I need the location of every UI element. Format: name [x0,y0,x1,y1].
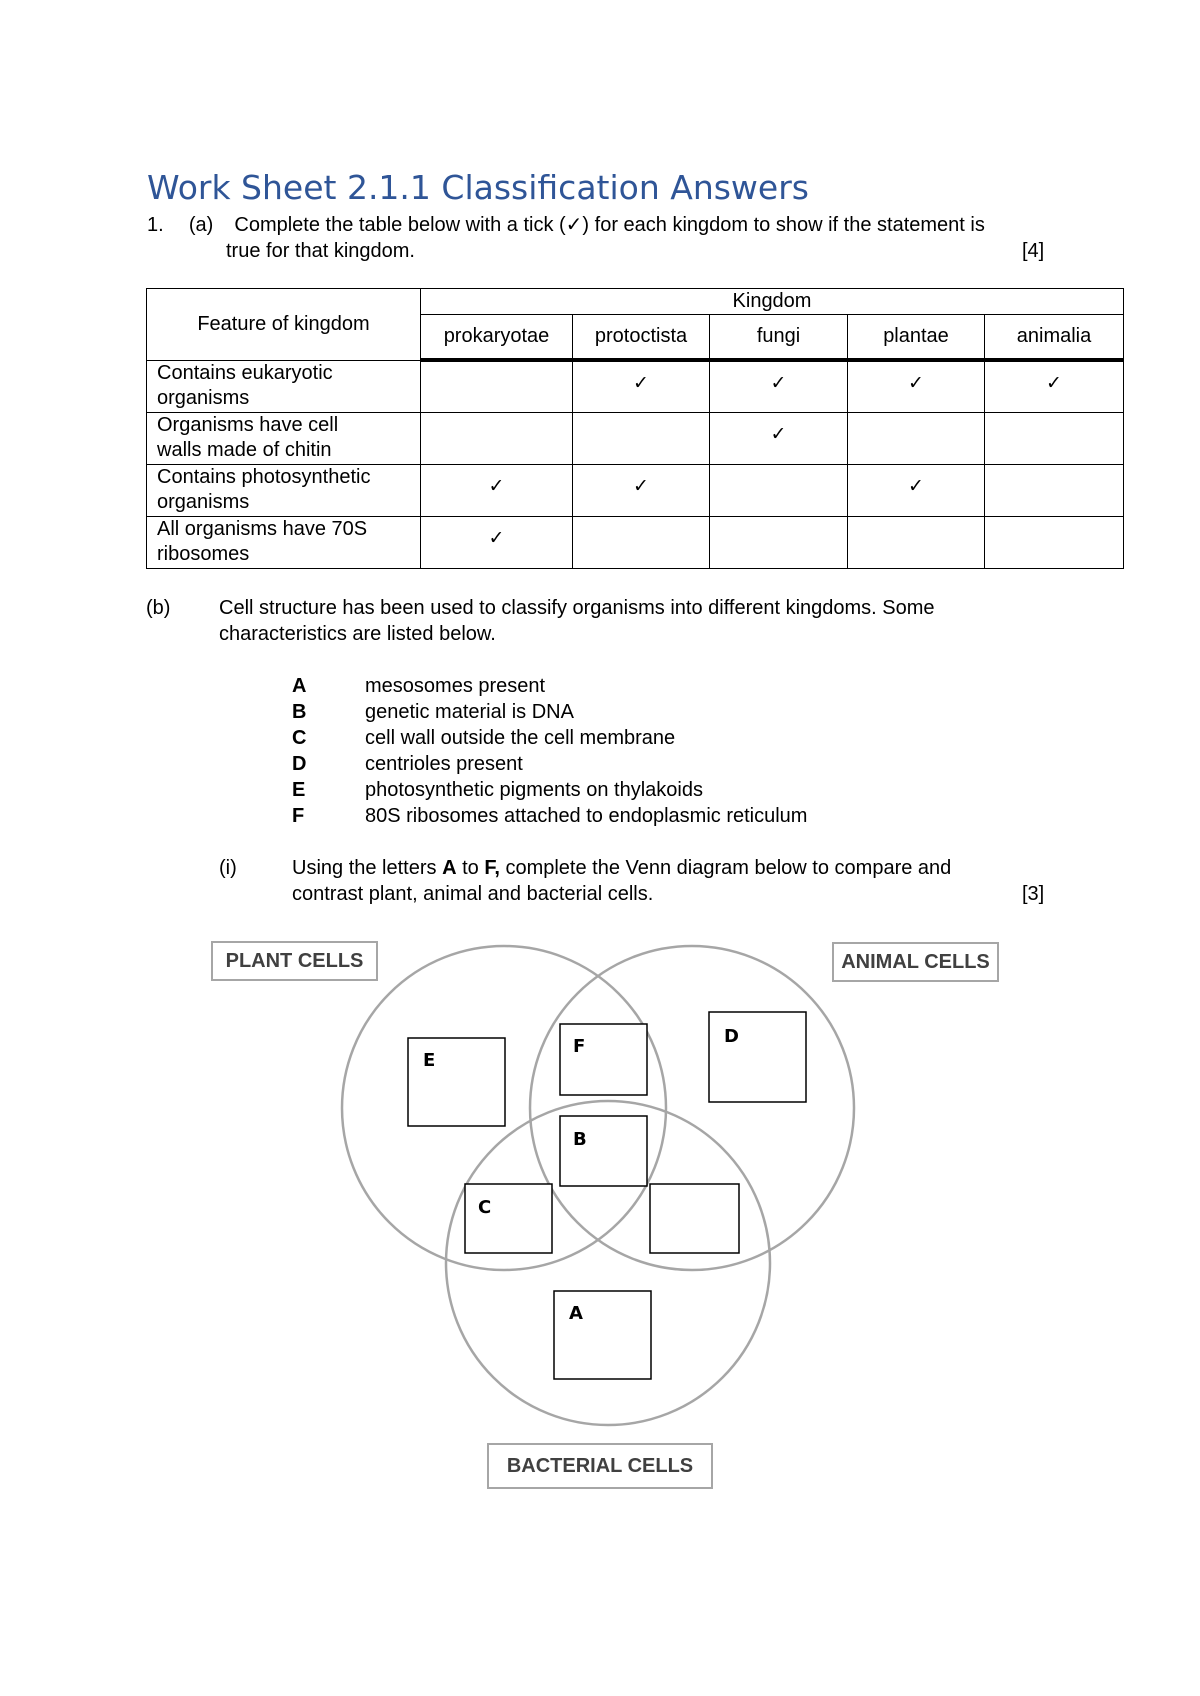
part-b-text-line2: characteristics are listed below. [219,623,496,645]
feature-cell: Contains photosynthetic organisms [147,464,421,516]
part-i-marks: [3] [1022,883,1045,905]
plant-cells-label: PLANT CELLS [211,941,378,981]
characteristic-text: centrioles present [365,753,523,775]
part-a-text-line1: Complete the table below with a tick (✓) for each kingdom to show if the statement is [234,214,985,236]
svg-text:C: C [478,1197,492,1218]
part-b-label: (b) [146,597,171,619]
kingdom-col-protoctista: protoctista [573,315,710,361]
part-i-label: (i) [219,857,237,879]
characteristic-letter: F [292,805,305,827]
tick-cell: ✓ [573,464,710,516]
feature-cell: All organisms have 70S ribosomes [147,516,421,568]
characteristic-letter: E [292,779,306,801]
venn-box-animal-only[interactable] [709,1012,806,1102]
part-i-text-line1: Using the letters A to F, complete the Venn diagram below to compare and [292,857,952,879]
characteristic-text: genetic material is DNA [365,701,574,723]
characteristic-letter: B [292,701,307,723]
characteristic-text: 80S ribosomes attached to endoplasmic reticulum [365,805,808,827]
characteristic-letter: D [292,753,307,775]
kingdom-col-prokaryotae: prokaryotae [421,315,573,361]
tick-cell: ✓ [710,360,848,412]
tick-cell: ✓ [848,360,985,412]
part-a-text-line2: true for that kingdom. [226,240,415,262]
part-b-text-line1: Cell structure has been used to classify organisms into different kingdoms. Some [219,597,935,619]
tick-cell: ✓ [710,412,848,464]
venn-box-all-three[interactable] [560,1116,647,1186]
tick-cell: ✓ [421,464,573,516]
animal-cells-label: ANIMAL CELLS [832,942,999,982]
feature-cell: Organisms have cell walls made of chitin [147,412,421,464]
characteristic-text: cell wall outside the cell membrane [365,727,676,749]
venn-box-bacterial-only[interactable] [554,1291,651,1379]
tick-cell: ✓ [421,516,573,568]
kingdom-col-animalia: animalia [985,315,1124,361]
kingdom-col-plantae: plantae [848,315,985,361]
part-a-marks: [4] [1022,240,1045,262]
venn-box-plant-bacterial[interactable] [465,1184,552,1253]
venn-box-plant-only[interactable] [408,1038,505,1126]
svg-text:F: F [573,1036,586,1057]
characteristic-letter: A [292,675,307,697]
svg-text:A: A [569,1303,583,1324]
svg-text:E: E [423,1050,436,1071]
venn-box-plant-animal[interactable] [560,1024,647,1095]
part-i-text-line2: contrast plant, animal and bacterial cells. [292,883,654,905]
part-a-label: (a) [188,214,214,236]
characteristic-text: mesosomes present [365,675,546,697]
bacterial-cells-label: BACTERIAL CELLS [487,1443,713,1489]
feature-header: Feature of kingdom [147,289,421,361]
tick-cell: ✓ [848,464,985,516]
page-title: Work Sheet 2.1.1 Classification Answers [147,168,809,207]
kingdom-col-fungi: fungi [710,315,848,361]
characteristic-letter: C [292,727,307,749]
kingdom-header: Kingdom [421,289,1124,315]
venn-box-animal-bacterial[interactable] [650,1184,739,1253]
svg-text:B: B [573,1129,587,1150]
tick-cell: ✓ [985,360,1124,412]
question-number: 1. [147,214,164,236]
characteristic-text: photosynthetic pigments on thylakoids [365,779,703,801]
tick-cell: ✓ [573,360,710,412]
feature-cell: Contains eukaryotic organisms [147,360,421,412]
svg-text:D: D [724,1026,739,1047]
